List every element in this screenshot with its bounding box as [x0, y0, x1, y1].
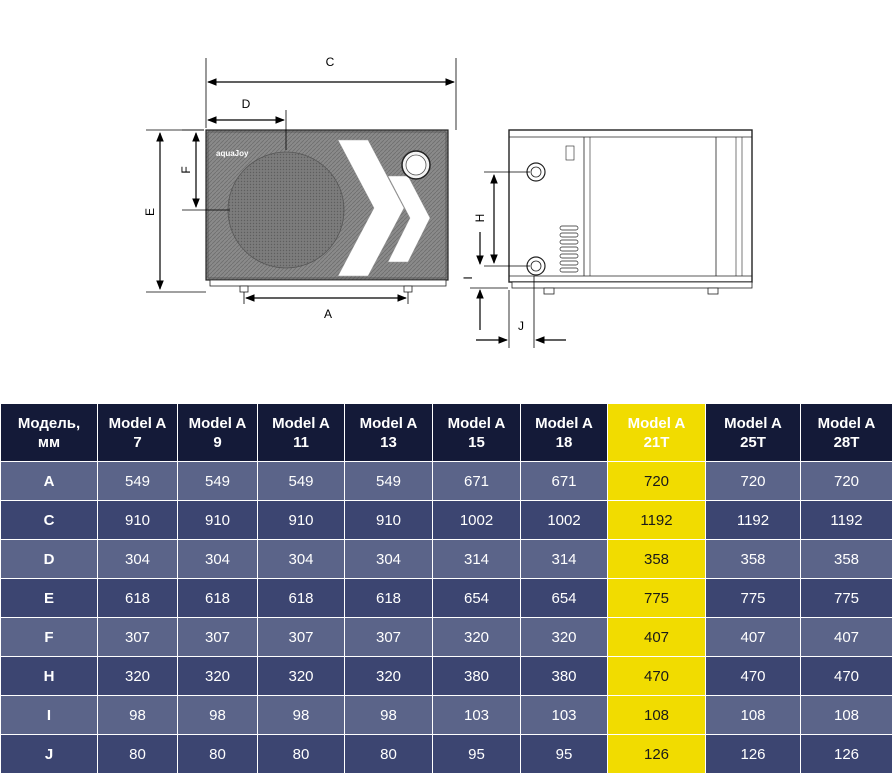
model-name: Model A [188, 414, 247, 432]
table-cell: 98 [98, 696, 178, 735]
model-number: 25T [740, 433, 766, 451]
table-cell: 80 [178, 735, 258, 774]
table-cell: 103 [433, 696, 521, 735]
label-d: D [241, 97, 251, 111]
table-cell: 98 [345, 696, 433, 735]
table-cell: 671 [521, 462, 608, 501]
table-cell: 95 [433, 735, 521, 774]
label-f: F [179, 166, 193, 174]
label-i: I [461, 276, 475, 280]
header-model-4 [433, 404, 521, 462]
table-cell: 618 [98, 579, 178, 618]
label-c: C [325, 55, 335, 69]
table-cell: 320 [433, 618, 521, 657]
model-number: 7 [133, 433, 142, 451]
table-cell: 314 [433, 540, 521, 579]
table-cell: 320 [178, 657, 258, 696]
table-cell: 304 [258, 540, 345, 579]
table-cell: 549 [178, 462, 258, 501]
side-view [461, 130, 752, 348]
brand-logo: aquaJoy [216, 149, 249, 158]
table-cell: 80 [98, 735, 178, 774]
dimensions-table [0, 403, 892, 774]
vent-slots [560, 226, 578, 272]
table-cell: 304 [98, 540, 178, 579]
table-cell: 103 [521, 696, 608, 735]
header-model-7 [706, 404, 801, 462]
table-cell: 775 [608, 579, 706, 618]
table-cell: 470 [608, 657, 706, 696]
table-cell: 320 [345, 657, 433, 696]
table-cell: 407 [608, 618, 706, 657]
table-cell: 307 [98, 618, 178, 657]
table-cell: 775 [706, 579, 801, 618]
table-cell: 720 [801, 462, 892, 501]
table-cell: 1002 [521, 501, 608, 540]
table-cell: 720 [608, 462, 706, 501]
header-model-8 [801, 404, 892, 462]
table-row [1, 540, 892, 579]
header-model-line2: мм [37, 433, 61, 451]
table-cell: 358 [706, 540, 801, 579]
row-label: C [1, 501, 98, 540]
table-cell: 775 [801, 579, 892, 618]
table-cell: 1192 [706, 501, 801, 540]
table-cell: 126 [706, 735, 801, 774]
header-model-6 [608, 404, 706, 462]
table-cell: 320 [258, 657, 345, 696]
table-cell: 307 [345, 618, 433, 657]
table-cell: 80 [345, 735, 433, 774]
table-cell: 304 [345, 540, 433, 579]
label-j: J [518, 319, 524, 333]
row-label: H [1, 657, 98, 696]
table-cell: 654 [521, 579, 608, 618]
model-name: Model A [817, 414, 876, 432]
model-name: Model A [359, 414, 418, 432]
table-cell: 618 [258, 579, 345, 618]
table-cell: 1192 [608, 501, 706, 540]
table-cell: 910 [258, 501, 345, 540]
model-number: 15 [468, 433, 485, 451]
row-label: J [1, 735, 98, 774]
model-name: Model A [535, 414, 593, 432]
label-h: H [473, 213, 487, 223]
row-label: D [1, 540, 98, 579]
row-label: A [1, 462, 98, 501]
model-number: 28T [833, 433, 860, 451]
header-model-3 [345, 404, 433, 462]
table-cell: 1192 [801, 501, 892, 540]
table-row [1, 657, 892, 696]
table-cell: 720 [706, 462, 801, 501]
table-cell: 304 [178, 540, 258, 579]
label-e: E [143, 207, 157, 217]
table-cell: 358 [801, 540, 892, 579]
model-number: 11 [293, 433, 309, 451]
table-cell: 307 [258, 618, 345, 657]
table-body [1, 462, 892, 774]
table-cell: 126 [801, 735, 892, 774]
front-view [143, 55, 456, 321]
model-name: Model A [272, 414, 330, 432]
model-number: 9 [213, 433, 222, 451]
model-name: Model A [108, 414, 167, 432]
header-model-1 [178, 404, 258, 462]
table-cell: 380 [521, 657, 608, 696]
table-row [1, 579, 892, 618]
table-row [1, 618, 892, 657]
table-cell: 126 [608, 735, 706, 774]
table-cell: 108 [608, 696, 706, 735]
table-cell: 407 [801, 618, 892, 657]
header-model-0 [98, 404, 178, 462]
table-cell: 910 [345, 501, 433, 540]
model-name: Model A [447, 414, 506, 432]
table-row [1, 501, 892, 540]
table-cell: 108 [706, 696, 801, 735]
table-cell: 80 [258, 735, 345, 774]
model-name: Model A [627, 414, 686, 432]
header-model-2 [258, 404, 345, 462]
table-header-row [1, 404, 892, 462]
table-cell: 95 [521, 735, 608, 774]
table-cell: 358 [608, 540, 706, 579]
table-row [1, 696, 892, 735]
header-model-5 [521, 404, 608, 462]
table-cell: 549 [258, 462, 345, 501]
model-name: Model A [724, 414, 782, 432]
table-cell: 654 [433, 579, 521, 618]
table-cell: 470 [706, 657, 801, 696]
table-cell: 98 [178, 696, 258, 735]
table-cell: 320 [521, 618, 608, 657]
row-label: I [1, 696, 98, 735]
table-cell: 407 [706, 618, 801, 657]
table-cell: 320 [98, 657, 178, 696]
row-label: E [1, 579, 98, 618]
table-cell: 910 [178, 501, 258, 540]
header-model-line1: Модель, [17, 414, 81, 432]
table-cell: 1002 [433, 501, 521, 540]
table-cell: 470 [801, 657, 892, 696]
model-number: 13 [380, 433, 397, 451]
table-cell: 549 [98, 462, 178, 501]
table-cell: 910 [98, 501, 178, 540]
table-row [1, 462, 892, 501]
model-number: 18 [555, 433, 573, 451]
table-cell: 307 [178, 618, 258, 657]
model-number: 21T [643, 433, 670, 451]
table-cell: 108 [801, 696, 892, 735]
table-cell: 380 [433, 657, 521, 696]
label-a: A [323, 307, 333, 321]
row-label: F [1, 618, 98, 657]
fan-grille [228, 152, 344, 268]
table-cell: 549 [345, 462, 433, 501]
table-cell: 618 [345, 579, 433, 618]
table-cell: 618 [178, 579, 258, 618]
table-row [1, 735, 892, 774]
table-cell: 671 [433, 462, 521, 501]
header-model-unit [1, 404, 98, 462]
table-cell: 314 [521, 540, 608, 579]
table-cell: 98 [258, 696, 345, 735]
